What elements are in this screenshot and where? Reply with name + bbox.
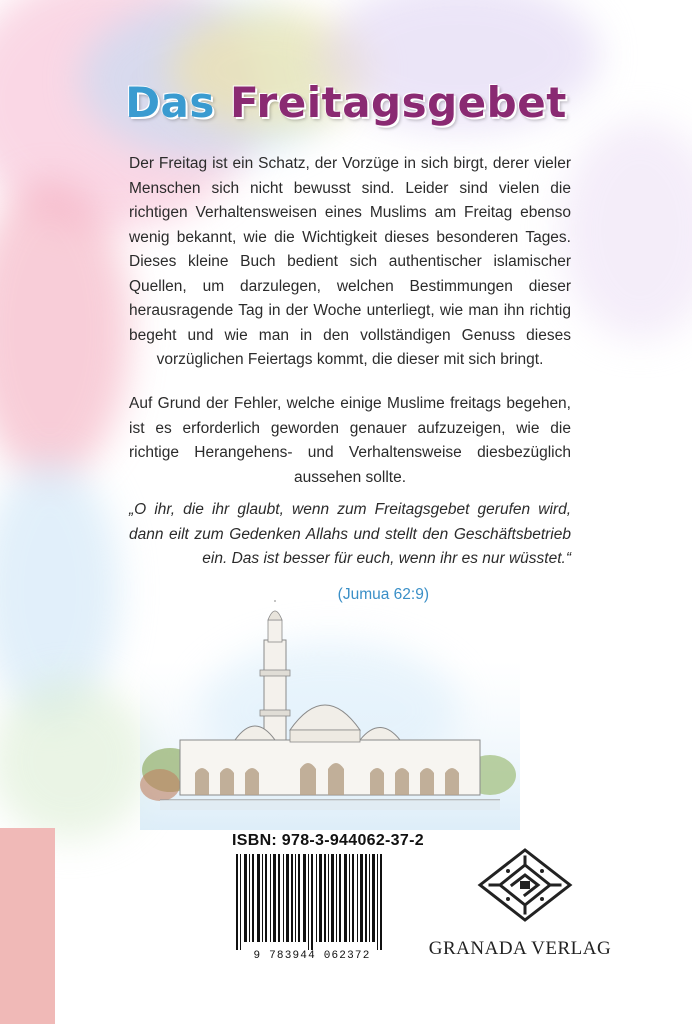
description-paragraph-2: Auf Grund der Fehler, welche einige Muslime freitags begehen, ist es erforderlich geworden genauer aufzuzeigen, wie die richtige Herangehens- und Verhaltensweise diesbezüglich aussehen sollte.: [129, 395, 571, 486]
barcode-bars: [232, 854, 392, 950]
book-title: [0, 78, 692, 127]
isbn-label: ISBN: 978-3-944062-37-2: [232, 832, 424, 849]
watercolor-wash: [0, 680, 150, 840]
barcode-number: 9 783944 062372: [253, 950, 371, 962]
watercolor-wash: [560, 120, 692, 340]
quran-quote: „O ihr, die ihr glaubt, wenn zum Freitagsgebet gerufen wird, dann eilt zum Gedenken Allahs und stellt den Geschäftsbetrieb ein. Das ist besser für euch, wenn ihr es nur wüsstet.“: [129, 501, 571, 567]
quote-reference: (Jumua 62:9): [337, 586, 429, 603]
title-part-1: Das: [125, 78, 215, 127]
title-part-2: Freitagsgebet: [230, 78, 567, 127]
description-paragraph-1: Der Freitag ist ein Schatz, der Vorzüge in sich birgt, derer vieler Menschen sich nicht bewusst sind. Leider sind vielen die richtigen Verhaltensweisen eines Muslims am Freitag ebenso wenig bekannt, wie die Wichtigkeit dieses besonderen Tages. Dieses kleine Buch bedient sich authentischer islamischer Quellen, um darzulegen, welchen Bestimmungen dieser herausragende Tag in der Woche unterliegt, wie man ihn richtig begeht und wie man in den vollständigen Genuss dieses vorzüglichen Feiertags kommt, die dieser mit sich bringt.: [129, 155, 571, 368]
spine-color-strip: [0, 828, 55, 1024]
mosque-illustration: [140, 600, 520, 830]
publisher-name: GRANADA VERLAG: [428, 938, 612, 959]
arabic-calligraphy-logo: [470, 845, 580, 925]
barcode: [232, 854, 392, 968]
